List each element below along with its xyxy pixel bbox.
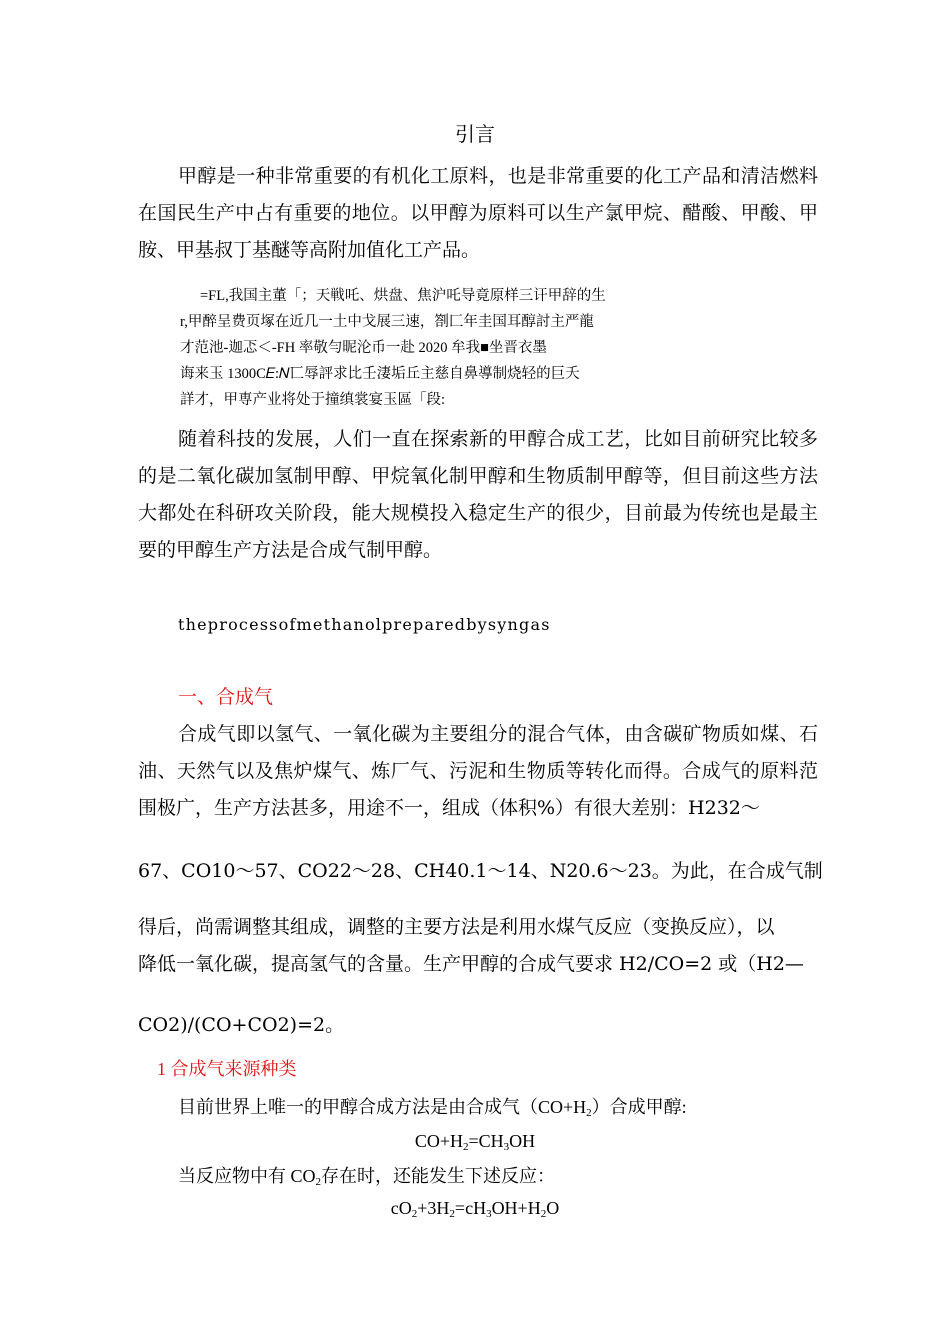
equation-1 <box>0 1131 950 1153</box>
section-heading-syngas: 一、合成气 <box>178 686 274 708</box>
para5-text: 当反应物中有 CO <box>178 1166 316 1186</box>
para5-text-end: 存在时，还能发生下述反应： <box>321 1166 556 1186</box>
eq1-sub: 3 <box>503 1141 510 1153</box>
section1-line-6: 降低一氧化碳，提高氢气的含量。生产甲醇的合成气要求 H2/CO=2 或（H2— <box>138 953 804 975</box>
garbled-line-2: r,甲醉呈费页塚在近几一土中戈展三速，劄匚年圭国耳醇討主严龍 <box>180 314 594 330</box>
paragraph-synthesis-method <box>178 1093 687 1119</box>
eq2-part: cO <box>390 1198 412 1218</box>
section1-line-5: 得后，尚需调整其组成，调整的主要方法是利用水煤气反应（变换反应），以 <box>138 916 775 938</box>
english-subtitle: theprocessofmethanolpreparedbysyngas <box>178 615 551 634</box>
eq2-part: +3H <box>417 1198 450 1218</box>
eq1-part: CO+H <box>414 1131 463 1151</box>
eq2-sub: 3 <box>486 1208 492 1220</box>
eq1-sub: 2 <box>463 1141 469 1153</box>
garbled-line-1: =FL,我国主董「；天戦吒、烘盘、焦沪吒导竟原样三讦甲辞的生 <box>200 288 606 304</box>
section1-paragraph: 合成气即以氢气、一氧化碳为主要组分的混合气体，由含碳矿物质如煤、石油、天然气以及焦炉煤气、炼厂气、污泥和生物质等转化而得。合成气的原料范围极广，生产方法甚多，用途不一，组成（体积%）有很大差别：H232〜 <box>138 723 818 819</box>
para4-text: 目前世界上唯一的甲醇合成方法是由合成气（CO+H <box>178 1097 587 1117</box>
paragraph-co2-reaction <box>178 1162 555 1188</box>
eq2-sub: 2 <box>540 1208 547 1220</box>
garbled-line-4: 诲来玉 1300C𝐸:𝑁匸辱評求比壬淒垢丘主慈自鼻導制烧轻的巨夭 <box>180 366 580 382</box>
subsection-heading-sources: 1 合成气来源种类 <box>157 1059 297 1079</box>
eq2-part: O <box>546 1198 560 1218</box>
garbled-line-3: 才范池-迦忑＜-FH 率敬勻昵沦币一赴 2020 牟我■坐晋衣墨 <box>180 340 547 356</box>
para4-subscript: 2 <box>586 1107 592 1119</box>
section1-line-7: CO2)/(CO+CO2)=2。 <box>138 1014 345 1036</box>
eq2-sub: 2 <box>411 1208 418 1220</box>
eq2-part: =cH <box>454 1198 487 1218</box>
paragraph-2: 随着科技的发展，人们一直在探索新的甲醇合成工艺，比如目前研究比较多的是二氧化碳加氢制甲醇、甲烷氧化制甲醇和生物质制甲醇等，但目前这些方法大都处在科研攻关阶段，能大规模投入稳定生产的很少，目前最为传统也是最主要的甲醇生产方法是合成气制甲醇。 <box>138 428 818 561</box>
equation-2 <box>0 1198 950 1220</box>
intro-paragraph: 甲醇是一种非常重要的有机化工原料，也是非常重要的化工产品和清洁燃料在国民生产中占有重要的地位。以甲醇为原料可以生产氯甲烷、醋酸、甲酸、甲胺、甲基叔丁基醚等高附加值化工产品。 <box>138 165 818 261</box>
section1-line-4: 67、CO10〜57、CO22〜28、CH40.1〜14、N20.6〜23。为此，在合成气制 <box>138 860 823 882</box>
eq2-sub: 2 <box>449 1208 455 1220</box>
garbled-line-5: 詳才，甲専产业将处于撞缜裳宴玉區「段: <box>180 392 446 408</box>
page-title: 引言 <box>455 122 495 146</box>
para5-subscript: 2 <box>315 1176 322 1188</box>
eq1-part: =CH <box>468 1131 504 1151</box>
para4-text-end: ）合成甲醇: <box>591 1097 687 1117</box>
eq1-part: OH <box>509 1131 536 1151</box>
eq2-part: OH+H <box>491 1198 541 1218</box>
